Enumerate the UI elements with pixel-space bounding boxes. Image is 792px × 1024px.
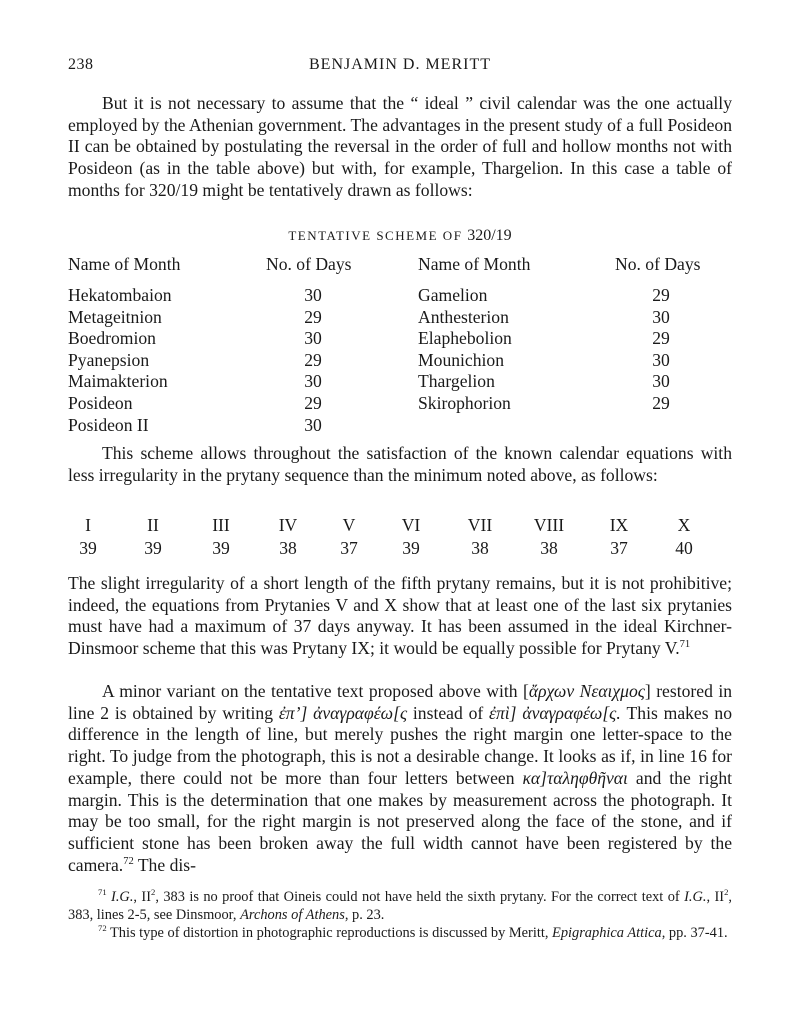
months-table [68, 254, 732, 436]
month-name: Boedromion [68, 328, 156, 349]
prytany-days: 40 [675, 538, 693, 558]
prytany-numeral: VII [467, 515, 493, 535]
month-days: 29 [652, 285, 670, 305]
prytany-days: 37 [340, 538, 358, 558]
paragraph-irregularity [68, 573, 732, 660]
month-days: 29 [652, 328, 670, 349]
paragraph-text: instead of [407, 702, 490, 723]
prytany-numeral: III [212, 515, 230, 535]
month-days: 30 [304, 371, 322, 392]
paragraph-ideal-calendar: But it is not necessary to assume that the “ ideal ” civil calendar was the one actually employed by the Athenian government. The advantages in the present study of a full Posideon II can be obtained by postulating the reversal in the order of full and hollow months not with Posideon (as in the table above) but with, for example, Thargelion. In this case a table of months for 320/19 might be tentatively drawn as follows: [68, 93, 732, 200]
month-days: 30 [652, 349, 670, 370]
column-header: No. of Days [615, 254, 701, 274]
paragraph-text: This makes no difference in the length of line, but merely pushes the right margin one letter-space to the right. To judge from the photograph, this is not a desirable change. It looks as if, in line 16 for example, there could not be more than four letters between [68, 702, 732, 788]
paragraph-text: The dis- [133, 854, 196, 875]
column-header: Name of Month [68, 254, 181, 274]
prytany-days: 39 [144, 538, 162, 558]
month-days: 29 [304, 306, 322, 327]
month-name: Posideon [68, 392, 133, 413]
prytany-numeral: VI [401, 515, 421, 535]
table-row [68, 328, 732, 350]
running-head-author: BENJAMIN D. MERITT [309, 56, 491, 73]
page-number: 238 [68, 56, 94, 73]
month-name: Mounichion [418, 349, 505, 370]
month-days: 30 [304, 414, 322, 435]
month-name: Metageitnion [68, 306, 162, 327]
greek-text: ἐπ’] ἀναγραφέω[ς [278, 702, 408, 723]
footnotes [68, 888, 732, 942]
month-days: 30 [304, 328, 322, 349]
month-days: 29 [652, 392, 670, 413]
footnote-text: , 383, lines 2-5, see Dinsmoor, [68, 889, 732, 923]
table-row [68, 285, 732, 307]
months-table-header [68, 254, 732, 281]
month-days: 29 [304, 392, 322, 413]
column-header: No. of Days [266, 254, 352, 274]
month-name: Maimakterion [68, 371, 168, 392]
table-caption [68, 227, 732, 245]
running-header [68, 56, 732, 80]
table-row [68, 350, 732, 372]
prytany-days: 39 [402, 538, 420, 558]
footnote-ref: 71 [679, 639, 691, 651]
prytany-numeral: IX [609, 515, 629, 535]
footnote-ref: 72 [123, 855, 134, 867]
prytany-numeral: X [677, 515, 691, 535]
prytany-table [68, 515, 732, 561]
greek-text: ἄρχων Νεαιχμος [528, 681, 645, 701]
footnote-text: , 383 is no proof that Oineis could not have held the sixth prytany. For the correct text of [155, 889, 685, 905]
work-title: Archons of Athens [240, 907, 345, 923]
prytany-days: 39 [79, 538, 97, 558]
table-row [68, 393, 732, 415]
month-days: 29 [304, 349, 322, 370]
month-name: Gamelion [418, 285, 488, 305]
caption-text: TENTATIVE SCHEME OF [288, 228, 463, 243]
footnote-text: , II [706, 889, 725, 905]
month-name: Pyanepsion [68, 349, 150, 370]
month-days: 30 [652, 371, 670, 392]
month-name: Skirophorion [418, 392, 511, 413]
footnote-72 [68, 924, 732, 942]
citation-abbrev: I.G. [684, 889, 707, 905]
paragraph-text: The slight irregularity of a short length of the fifth prytany remains, but it is not prohibitive; indeed, the equations from Prytanies V and X show that at least one of the last six prytanies must have had a maximum of 37 days anyway. It has been assumed in the ideal Kirchner-Dinsmoor scheme that this was Prytany IX; it would be equally possible for Prytany V. [68, 573, 732, 659]
footnote-text: , II [133, 889, 152, 905]
paragraph-text: A minor variant on the tentative text proposed above with [ [102, 681, 529, 701]
prytany-numeral: V [342, 515, 356, 535]
month-days: 30 [652, 306, 670, 327]
greek-text: ἐπὶ] ἀναγραφέω[ς. [489, 702, 621, 723]
prytany-days: 37 [610, 538, 628, 558]
footnote-number: 72 [98, 923, 107, 934]
caption-year: 320/19 [467, 227, 512, 244]
prytany-days-row [68, 538, 732, 561]
month-name: Posideon II [68, 414, 149, 435]
prytany-numeral: VIII [533, 515, 565, 535]
prytany-numeral: I [85, 515, 91, 535]
superscript: 2 [724, 887, 729, 898]
month-name: Thargelion [418, 371, 495, 392]
footnote-71 [68, 888, 732, 924]
footnote-text: , pp. 37-41. [661, 925, 728, 941]
prytany-numeral: II [147, 515, 159, 535]
footnote-number: 71 [98, 887, 107, 898]
prytany-days: 38 [540, 538, 558, 558]
table-row [68, 371, 732, 393]
paragraph-minor-variant [68, 681, 732, 876]
paragraph-scheme: This scheme allows throughout the satisfaction of the known calendar equations with less irregularity in the prytany sequence than the minimum noted above, as follows: [68, 443, 732, 485]
work-title: Epigraphica Attica [552, 925, 662, 941]
month-days: 30 [304, 285, 322, 305]
prytany-days: 38 [279, 538, 297, 558]
greek-text: κα]ταληφθῆναι [522, 767, 628, 788]
table-row [68, 415, 732, 437]
superscript: 2 [151, 887, 156, 898]
footnote-text: , p. 23. [344, 907, 385, 923]
month-name: Elaphebolion [418, 328, 512, 349]
footnote-text: This type of distortion in photographic reproductions is discussed by Meritt, [109, 925, 553, 941]
prytany-days: 38 [471, 538, 489, 558]
paragraph-text: ] restored in line 2 is obtained by writing [68, 681, 733, 723]
month-name: Anthesterion [418, 306, 509, 327]
prytany-days: 39 [212, 538, 230, 558]
paragraph-text: and the right margin. This is the determination that one makes by measurement across the photograph. It may be too small, for the right margin is not preserved along the face of the stone, and if sufficient stone has been broken away the full width cannot have been registered by the camera. [68, 767, 732, 875]
column-header: Name of Month [418, 254, 531, 274]
prytany-numeral: IV [278, 515, 298, 535]
table-row [68, 307, 732, 329]
month-name: Hekatombaion [68, 285, 172, 305]
prytany-numerals-row [68, 515, 732, 538]
citation-abbrev: I.G. [111, 889, 134, 905]
